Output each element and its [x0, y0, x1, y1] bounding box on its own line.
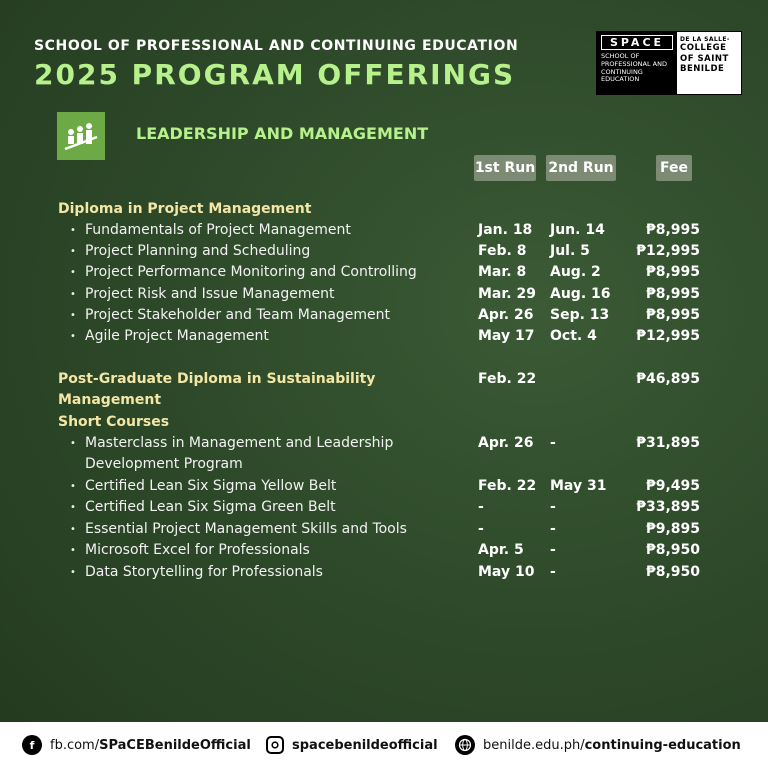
table-row: • Project Performance Monitoring and Controlling Mar. 8 Aug. 2 ₱8,995	[70, 262, 768, 283]
course-name: Agile Project Management	[85, 328, 269, 344]
course-name: Certified Lean Six Sigma Yellow Belt	[85, 478, 337, 494]
facebook-link[interactable]: fb.com/SPaCEBenildeOfficial	[50, 737, 251, 753]
facebook-icon: f	[22, 735, 42, 755]
col-header-run1: 1st Run	[474, 155, 536, 181]
fee: ₱8,995	[645, 286, 700, 302]
table-row: • Project Stakeholder and Team Management Apr. 26 Sep. 13 ₱8,995	[70, 305, 768, 326]
table-row: • Masterclass in Management and Leadership Apr. 26 - ₱31,895	[70, 433, 768, 454]
fee: ₱8,950	[645, 542, 700, 558]
table-row-cont	[70, 454, 768, 475]
course-name-cont: Development Program	[85, 456, 243, 472]
course-name: Project Stakeholder and Team Management	[85, 307, 391, 323]
footer-instagram[interactable]	[266, 722, 438, 768]
table-row: • Agile Project Management May 17 Oct. 4 ₱12,995	[70, 326, 768, 347]
footer-facebook[interactable]	[22, 722, 251, 768]
course-name: Masterclass in Management and Leadership	[85, 435, 394, 451]
run1-date: May 17	[478, 328, 535, 344]
table-row: • Data Storytelling for Professionals May 10 - ₱8,950	[70, 562, 768, 583]
space-logo-sub: SCHOOL OF PROFESSIONAL AND CONTINUING EDUCATION	[601, 52, 667, 84]
run1-date: May 10	[478, 564, 535, 580]
col-header-run2: 2nd Run	[546, 155, 616, 181]
run1-date: Mar. 29	[478, 286, 536, 302]
col-header-fee: Fee	[656, 155, 692, 181]
website-link[interactable]: benilde.edu.ph/continuing-education	[483, 737, 741, 753]
logo	[596, 31, 742, 95]
space-logo-text: SPACE	[601, 35, 673, 50]
course-name: Microsoft Excel for Professionals	[85, 542, 310, 558]
run2-date: Oct. 4	[550, 328, 597, 344]
logo-line3: OF SAINT	[680, 53, 729, 64]
people-growth-icon	[57, 112, 105, 160]
logo-line2: COLLEGE	[680, 43, 727, 53]
header-kicker: SCHOOL OF PROFESSIONAL AND CONTINUING EDUCATION	[34, 38, 519, 54]
logo-line4: BENILDE	[680, 64, 725, 75]
instagram-link[interactable]: spacebenildeofficial	[292, 737, 438, 753]
run2-date: Aug. 2	[550, 264, 601, 280]
header	[34, 38, 518, 91]
course-name: Certified Lean Six Sigma Green Belt	[85, 499, 336, 515]
table-row: • Certified Lean Six Sigma Yellow Belt Feb. 22 May 31 ₱9,495	[70, 476, 768, 497]
fee: ₱12,995	[636, 328, 700, 344]
table-row: • Project Planning and Scheduling Feb. 8 Jul. 5 ₱12,995	[70, 241, 768, 262]
fee: ₱31,895	[636, 435, 700, 451]
dlsu-csb-logo	[677, 32, 741, 94]
fee: ₱8,995	[645, 307, 700, 323]
course-name: Project Planning and Scheduling	[85, 243, 311, 259]
globe-icon	[455, 735, 475, 755]
table-row: • Project Risk and Issue Management Mar. 29 Aug. 16 ₱8,995	[70, 284, 768, 305]
run2-date: -	[550, 542, 556, 558]
footer-website[interactable]	[455, 722, 741, 768]
table-row-postgrad	[58, 369, 768, 408]
run1-date: Feb. 8	[478, 243, 527, 259]
run2-date: Jun. 14	[550, 222, 605, 238]
run2-date: Jul. 5	[550, 243, 590, 259]
run2-date: Aug. 16	[550, 286, 611, 302]
run2-date: Sep. 13	[550, 307, 610, 323]
run2-date: -	[550, 499, 556, 515]
course-name: Project Risk and Issue Management	[85, 286, 335, 302]
run1-date: Apr. 5	[478, 542, 524, 558]
logo-line1: DE LA SALLE-	[680, 36, 730, 43]
run1-date: Feb. 22	[478, 371, 537, 387]
run1-date: Apr. 26	[478, 307, 534, 323]
course-name: Essential Project Management Skills and Tools	[85, 521, 407, 537]
course-name: Fundamentals of Project Management	[85, 222, 351, 238]
group-short-title: Short Courses	[58, 414, 170, 430]
fee: ₱12,995	[636, 243, 700, 259]
run2-date: May 31	[550, 478, 607, 494]
fee: ₱9,895	[645, 521, 700, 537]
postgrad-title: Post-Graduate Diploma in Sustainability Management	[58, 371, 376, 408]
table-row: • Fundamentals of Project Management Jan. 18 Jun. 14 ₱8,995	[70, 220, 768, 241]
run1-date: -	[478, 499, 484, 515]
section-title: LEADERSHIP AND MANAGEMENT	[136, 124, 429, 143]
fee: ₱8,950	[645, 564, 700, 580]
footer	[0, 722, 768, 768]
run1-date: Feb. 22	[478, 478, 537, 494]
page-title: 2025 PROGRAM OFFERINGS	[34, 58, 516, 91]
run1-date: Mar. 8	[478, 264, 527, 280]
fee: ₱33,895	[636, 499, 700, 515]
run2-date: -	[550, 564, 556, 580]
table-row: • Certified Lean Six Sigma Green Belt - - ₱33,895	[70, 497, 768, 518]
fee: ₱8,995	[645, 264, 700, 280]
fee: ₱9,495	[645, 478, 700, 494]
run1-date: Apr. 26	[478, 435, 534, 451]
table-row: • Microsoft Excel for Professionals Apr. 5 - ₱8,950	[70, 540, 768, 561]
run1-date: -	[478, 521, 484, 537]
course-name: Data Storytelling for Professionals	[85, 564, 323, 580]
fee: ₱8,995	[645, 222, 700, 238]
run2-date: -	[550, 521, 556, 537]
course-name: Project Performance Monitoring and Controlling	[85, 264, 417, 280]
fee: ₱46,895	[636, 371, 700, 387]
table-row: • Essential Project Management Skills and Tools - - ₱9,895	[70, 519, 768, 540]
run2-date: -	[550, 435, 556, 451]
group-diploma-title: Diploma in Project Management	[58, 201, 312, 217]
run1-date: Jan. 18	[478, 222, 533, 238]
instagram-icon	[266, 736, 284, 754]
space-logo	[597, 32, 677, 94]
